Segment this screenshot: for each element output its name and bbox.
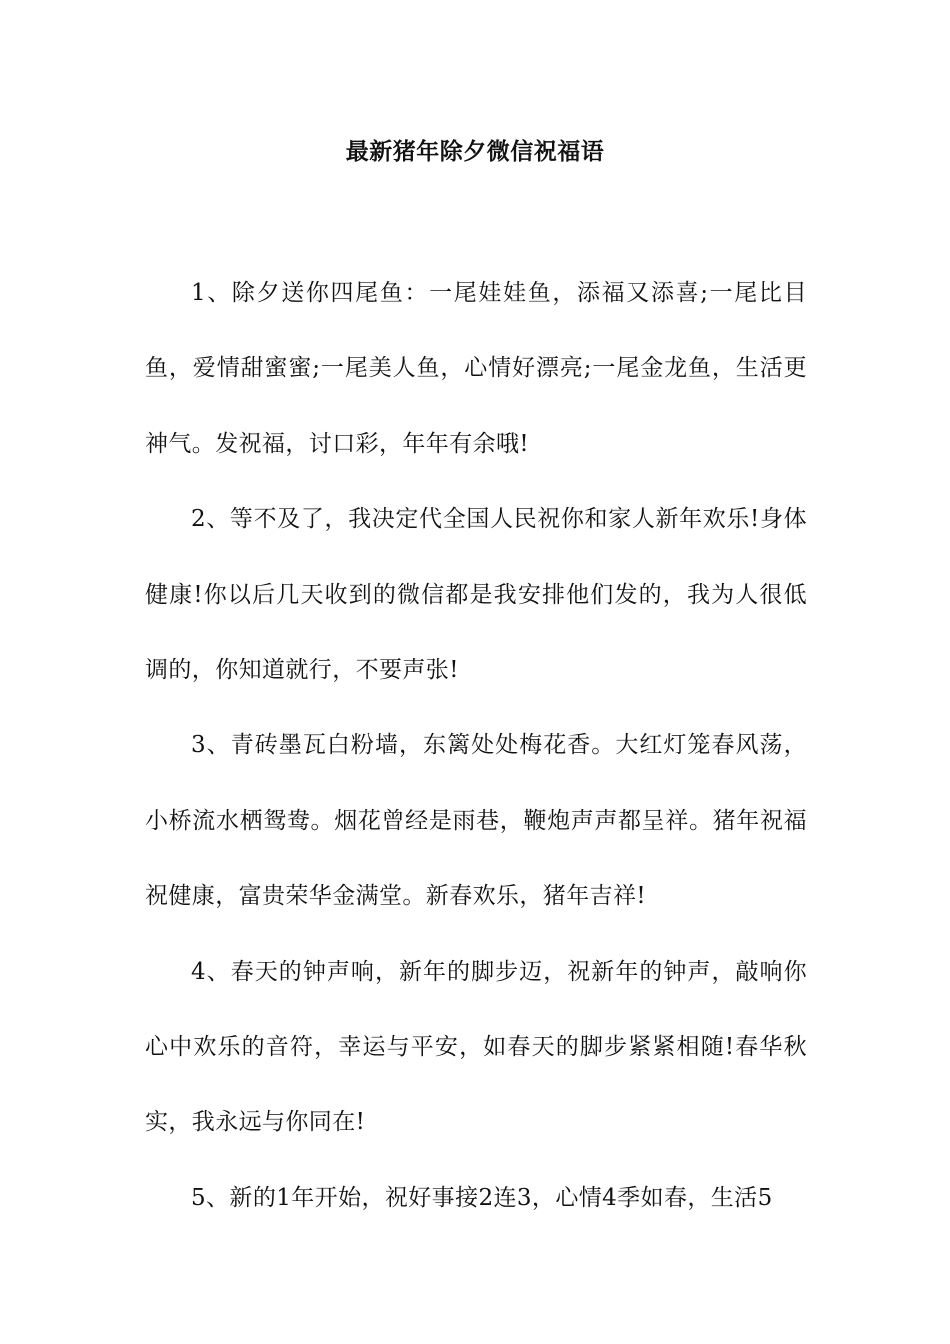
paragraph-5: 5、新的1年开始，祝好事接2连3，心情4季如春，生活5 bbox=[191, 1184, 773, 1211]
document-title: 最新猪年除夕微信祝福语 bbox=[345, 139, 605, 165]
paragraph-2: 2、等不及了，我决定代全国人民祝你和家人新年欢乐!身体健康!你以后几天收到的微信都是我安排他们发的，我为人很低调的，你知道就行，不要声张! bbox=[145, 506, 807, 684]
paragraph-4: 4、春天的钟声响，新年的脚步迈，祝新年的钟声，敲响你心中欢乐的音符，幸运与平安，如春天的脚步紧紧相随!春华秋实，我永远与你同在! bbox=[145, 958, 807, 1136]
paragraph-1: 1、除夕送你四尾鱼：一尾娃娃鱼，添福又添喜;一尾比目鱼，爱情甜蜜蜜;一尾美人鱼，心情好漂亮;一尾金龙鱼，生活更神气。发祝福，讨口彩，年年有余哦! bbox=[145, 280, 807, 457]
document-body bbox=[145, 256, 807, 1236]
paragraph-3: 3、青砖墨瓦白粉墙，东篱处处梅花香。大红灯笼春风荡，小桥流水栖鸳鸯。烟花曾经是雨巷，鞭炮声声都呈祥。猪年祝福祝健康，富贵荣华金满堂。新春欢乐，猪年吉祥! bbox=[145, 732, 807, 910]
